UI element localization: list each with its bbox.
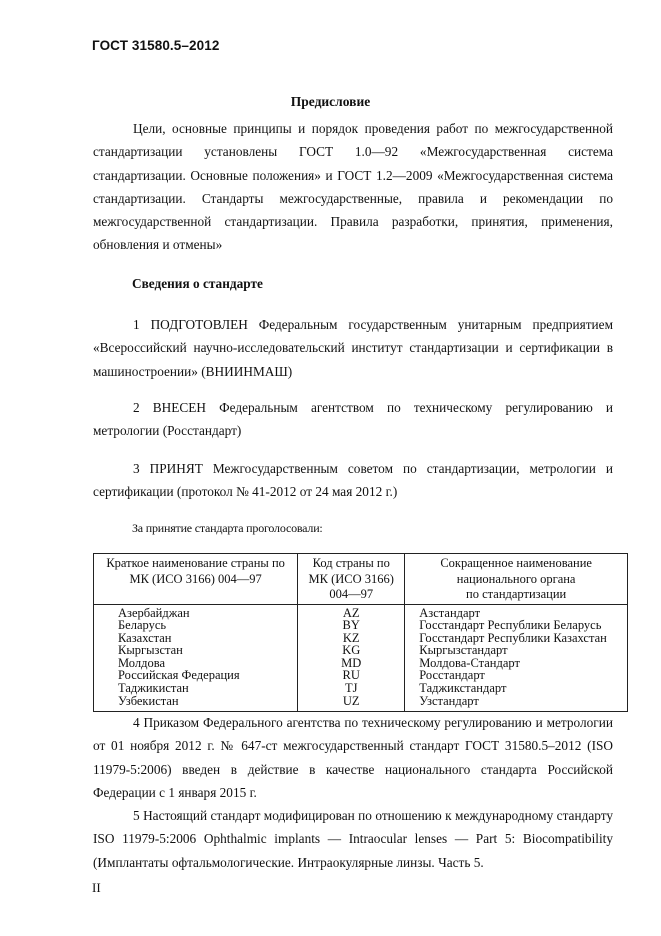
info-item-3: 3 ПРИНЯТ Межгосударственным советом по стандартизации, метрологии и сертификации (протокол № 41-2012 от 24 мая 2012 г.) (93, 461, 613, 500)
country-code: KZ (342, 630, 360, 645)
country-code: TJ (344, 681, 358, 696)
table-header-row (94, 554, 628, 605)
country-code: BY (342, 618, 360, 633)
countries-table (93, 553, 628, 712)
country-code: KG (342, 643, 361, 658)
country-code: AZ (342, 605, 360, 620)
info-item-1: 1 ПОДГОТОВЛЕН Федеральным государственным унитарным предприятием «Всероссийский научно-исследовательский институт стандартизации и сертификации в машиностроении» (ВНИИНМАШ) (93, 317, 613, 379)
national-body: Азстандарт (419, 605, 481, 620)
country-code: MD (341, 655, 362, 670)
national-body: Узстандарт (419, 693, 479, 708)
country-name: Казахстан (118, 630, 172, 645)
national-bodies-cell (405, 604, 628, 712)
national-body: Госстандарт Республики Беларусь (419, 618, 602, 633)
foreword-paragraph: Цели, основные принципы и порядок проведения работ по межгосударственной стандартизации установлены ГОСТ 1.0—92 «Межгосударственная система стандартизации. Основные положения» и ГОСТ 1.2—2009 «Межгосударственная система стандартизации. Стандарты межгосударственные, правила и рекомендации по межгосударственной стандартизации. Правила разработки, принятия, применения, обновления и отмены» (93, 121, 613, 253)
country-name: Кыргызстан (118, 643, 183, 658)
national-body: Таджикстандарт (419, 681, 507, 696)
standard-info-heading: Сведения о стандарте (132, 276, 263, 291)
header-country-name: Краткое наименование страны по МК (ИСО 3166) 004—97 (94, 554, 298, 605)
national-body: Кыргызстандарт (419, 643, 508, 658)
page-number: II (92, 880, 101, 895)
country-name: Российская Федерация (118, 668, 240, 683)
country-name: Беларусь (118, 618, 167, 633)
country-name: Узбекистан (118, 693, 179, 708)
header-national-body: Сокращенное наименование национального органа по стандартизации (405, 554, 628, 605)
country-names-cell (94, 604, 298, 712)
table-row (94, 604, 628, 712)
country-name: Молдова (118, 655, 166, 670)
country-name: Таджикистан (118, 681, 189, 696)
document-id-header: ГОСТ 31580.5–2012 (92, 38, 220, 53)
info-item-2: 2 ВНЕСЕН Федеральным агентством по техническому регулированию и метрологии (Росстандарт) (93, 400, 613, 439)
country-codes-cell (298, 604, 405, 712)
info-item-4: 4 Приказом Федерального агентства по техническому регулированию и метрологии от 01 ноября 2012 г. № 647-ст межгосударственный стандарт ГОСТ 31580.5–2012 (ISO 11979-5:2006) введен в действие в качестве национального стандарта Российской Федерации с 1 января 2015 г. (93, 715, 613, 800)
country-name: Азербайджан (118, 605, 190, 620)
header-country-code: Код страны по МК (ИСО 3166) 004—97 (298, 554, 405, 605)
country-code: RU (342, 668, 360, 683)
voted-caption: За принятие стандарта проголосовали: (132, 521, 323, 535)
national-body: Молдова-Стандарт (419, 655, 520, 670)
foreword-title: Предисловие (290, 94, 371, 109)
national-body: Госстандарт Республики Казахстан (419, 630, 607, 645)
info-item-5: 5 Настоящий стандарт модифицирован по отношению к международному стандарту ISO 11979-5:2006 Ophthalmic implants — Intraocular lenses — Part 5: Biocompatibility (Имплантаты офтальмологические. Интраокулярные линзы. Часть 5. (93, 808, 613, 870)
country-code: UZ (342, 693, 360, 708)
national-body: Росстандарт (419, 668, 485, 683)
